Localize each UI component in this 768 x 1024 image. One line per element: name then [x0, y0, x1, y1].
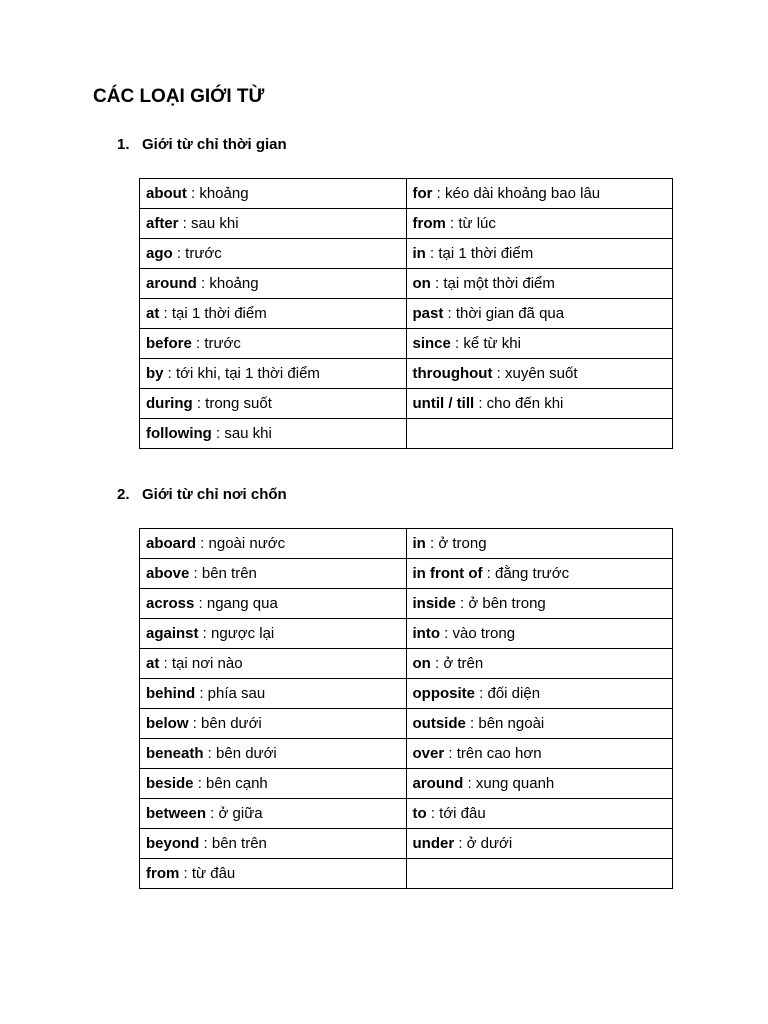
preposition-meaning: : tại một thời điểm [430, 275, 555, 292]
preposition-word: around [146, 275, 197, 292]
table-cell [140, 299, 407, 329]
preposition-meaning: : tại 1 thời điểm [159, 305, 267, 322]
table-cell [140, 799, 407, 829]
preposition-word: in [412, 245, 426, 262]
page-title: CÁC LOẠI GIỚI TỪ [93, 86, 265, 107]
preposition-meaning: : xung quanh [463, 775, 555, 792]
preposition-word: at [146, 655, 160, 672]
table-cell [406, 679, 673, 709]
table-row [140, 589, 673, 619]
table-cell [140, 649, 407, 679]
table-cell [406, 209, 673, 239]
preposition-meaning: : đằng trước [482, 565, 570, 582]
preposition-meaning: : tới khi, tại 1 thời điểm [163, 365, 320, 382]
preposition-word: after [146, 215, 179, 232]
table-cell [140, 619, 407, 649]
table-cell [140, 389, 407, 419]
table-cell [406, 559, 673, 589]
table-row [140, 359, 673, 389]
preposition-word: above [146, 565, 190, 582]
table-row [140, 649, 673, 679]
preposition-meaning: : khoảng [186, 185, 249, 202]
table-row [140, 739, 673, 769]
preposition-word: outside [412, 715, 466, 732]
preposition-meaning: : xuyên suốt [492, 365, 578, 382]
preposition-meaning: : ở bên trong [455, 595, 546, 612]
preposition-meaning: : ngoài nước [196, 535, 286, 552]
preposition-word: since [412, 335, 451, 352]
table-row [140, 329, 673, 359]
preposition-word: during [146, 395, 193, 412]
table-cell [406, 739, 673, 769]
table-row [140, 209, 673, 239]
preposition-meaning: : vào trong [440, 625, 516, 642]
table-row [140, 529, 673, 559]
preposition-word: below [146, 715, 189, 732]
preposition-word: to [412, 805, 427, 822]
preposition-word: into [412, 625, 440, 642]
table-row [140, 239, 673, 269]
preposition-meaning: : bên trên [199, 835, 267, 852]
preposition-word: in [412, 535, 426, 552]
preposition-word: following [146, 425, 212, 442]
preposition-meaning: : tại nơi nào [159, 655, 243, 672]
preposition-meaning: : ở giữa [206, 805, 263, 822]
table-cell [406, 269, 673, 299]
preposition-word: by [146, 365, 164, 382]
preposition-word: until / till [412, 395, 475, 412]
preposition-word: behind [146, 685, 196, 702]
table-cell [406, 709, 673, 739]
table-row [140, 559, 673, 589]
table-cell [140, 329, 407, 359]
table-row [140, 269, 673, 299]
preposition-meaning: : bên cạnh [193, 775, 268, 792]
preposition-meaning: : trên cao hơn [444, 745, 542, 762]
preposition-meaning: : thời gian đã qua [443, 305, 565, 322]
preposition-meaning: : ở trên [430, 655, 484, 672]
preposition-word: at [146, 305, 160, 322]
preposition-word: past [412, 305, 444, 322]
preposition-word: inside [412, 595, 456, 612]
section-number: 2. [117, 486, 130, 503]
preposition-word: under [412, 835, 455, 852]
preposition-meaning: : ở trong [425, 535, 487, 552]
preposition-meaning: : kéo dài khoảng bao lâu [432, 185, 601, 202]
preposition-word: throughout [412, 365, 493, 382]
section-title: Giới từ chỉ nơi chốn [142, 486, 287, 503]
preposition-word: ago [146, 245, 173, 262]
time-prepositions-table [139, 178, 673, 449]
preposition-meaning: : khoảng [196, 275, 259, 292]
table-cell [406, 859, 673, 889]
preposition-meaning: : tới đâu [426, 805, 486, 822]
preposition-meaning: : tại 1 thời điểm [425, 245, 534, 262]
table-cell [406, 649, 673, 679]
preposition-meaning: : ở dưới [454, 835, 513, 852]
table-cell [140, 769, 407, 799]
preposition-word: about [146, 185, 187, 202]
preposition-word: around [412, 775, 464, 792]
section-number: 1. [117, 136, 130, 153]
preposition-word: aboard [146, 535, 197, 552]
preposition-meaning: : bên dưới [203, 745, 277, 762]
table-cell [140, 859, 407, 889]
table-cell [406, 769, 673, 799]
table-row [140, 619, 673, 649]
table-cell [406, 239, 673, 269]
preposition-word: beside [146, 775, 194, 792]
table-cell [406, 829, 673, 859]
table-row [140, 419, 673, 449]
preposition-word: from [412, 215, 446, 232]
preposition-word: beneath [146, 745, 204, 762]
table-cell [406, 179, 673, 209]
preposition-word: from [146, 865, 180, 882]
preposition-word: for [412, 185, 433, 202]
preposition-meaning: : sau khi [211, 425, 272, 442]
table-cell [140, 529, 407, 559]
preposition-meaning: : từ lúc [445, 215, 496, 232]
preposition-word: on [412, 275, 431, 292]
preposition-meaning: : bên ngoài [465, 715, 545, 732]
preposition-meaning: : kể từ khi [450, 335, 521, 352]
preposition-meaning: : bên dưới [188, 715, 262, 732]
table-row [140, 709, 673, 739]
preposition-meaning: : phía sau [195, 685, 266, 702]
preposition-word: opposite [412, 685, 475, 702]
table-cell [140, 559, 407, 589]
preposition-meaning: : bên trên [189, 565, 257, 582]
table-row [140, 179, 673, 209]
table-row [140, 389, 673, 419]
table-cell [140, 739, 407, 769]
section-heading-time [117, 136, 287, 154]
preposition-word: over [412, 745, 445, 762]
section-title: Giới từ chỉ thời gian [142, 136, 287, 153]
table-cell [140, 419, 407, 449]
preposition-meaning: : ngược lại [198, 625, 275, 642]
table-cell [406, 389, 673, 419]
preposition-meaning: : từ đâu [179, 865, 236, 882]
table-row [140, 799, 673, 829]
table-cell [140, 239, 407, 269]
preposition-meaning: : cho đến khi [474, 395, 564, 412]
preposition-meaning: : đối diện [475, 685, 541, 702]
preposition-word: in front of [412, 565, 483, 582]
place-prepositions-table [139, 528, 673, 889]
table-cell [406, 359, 673, 389]
preposition-word: across [146, 595, 195, 612]
preposition-meaning: : ngang qua [194, 595, 278, 612]
table-cell [406, 619, 673, 649]
preposition-word: against [146, 625, 199, 642]
table-cell [406, 799, 673, 829]
table-cell [140, 829, 407, 859]
table-cell [140, 359, 407, 389]
preposition-word: beyond [146, 835, 200, 852]
section-heading-place [117, 486, 287, 504]
preposition-meaning: : trước [191, 335, 241, 352]
table-cell [140, 709, 407, 739]
table-row [140, 769, 673, 799]
table-row [140, 679, 673, 709]
table-cell [406, 299, 673, 329]
table-cell [140, 679, 407, 709]
preposition-word: between [146, 805, 207, 822]
table-cell [140, 269, 407, 299]
preposition-word: before [146, 335, 192, 352]
table-cell [140, 179, 407, 209]
table-cell [406, 529, 673, 559]
table-row [140, 859, 673, 889]
preposition-meaning: : trong suốt [192, 395, 272, 412]
table-cell [140, 589, 407, 619]
preposition-word: on [412, 655, 431, 672]
table-row [140, 829, 673, 859]
table-cell [140, 209, 407, 239]
preposition-meaning: : sau khi [178, 215, 239, 232]
table-cell [406, 419, 673, 449]
table-row [140, 299, 673, 329]
preposition-meaning: : trước [172, 245, 222, 262]
table-cell [406, 589, 673, 619]
table-cell [406, 329, 673, 359]
